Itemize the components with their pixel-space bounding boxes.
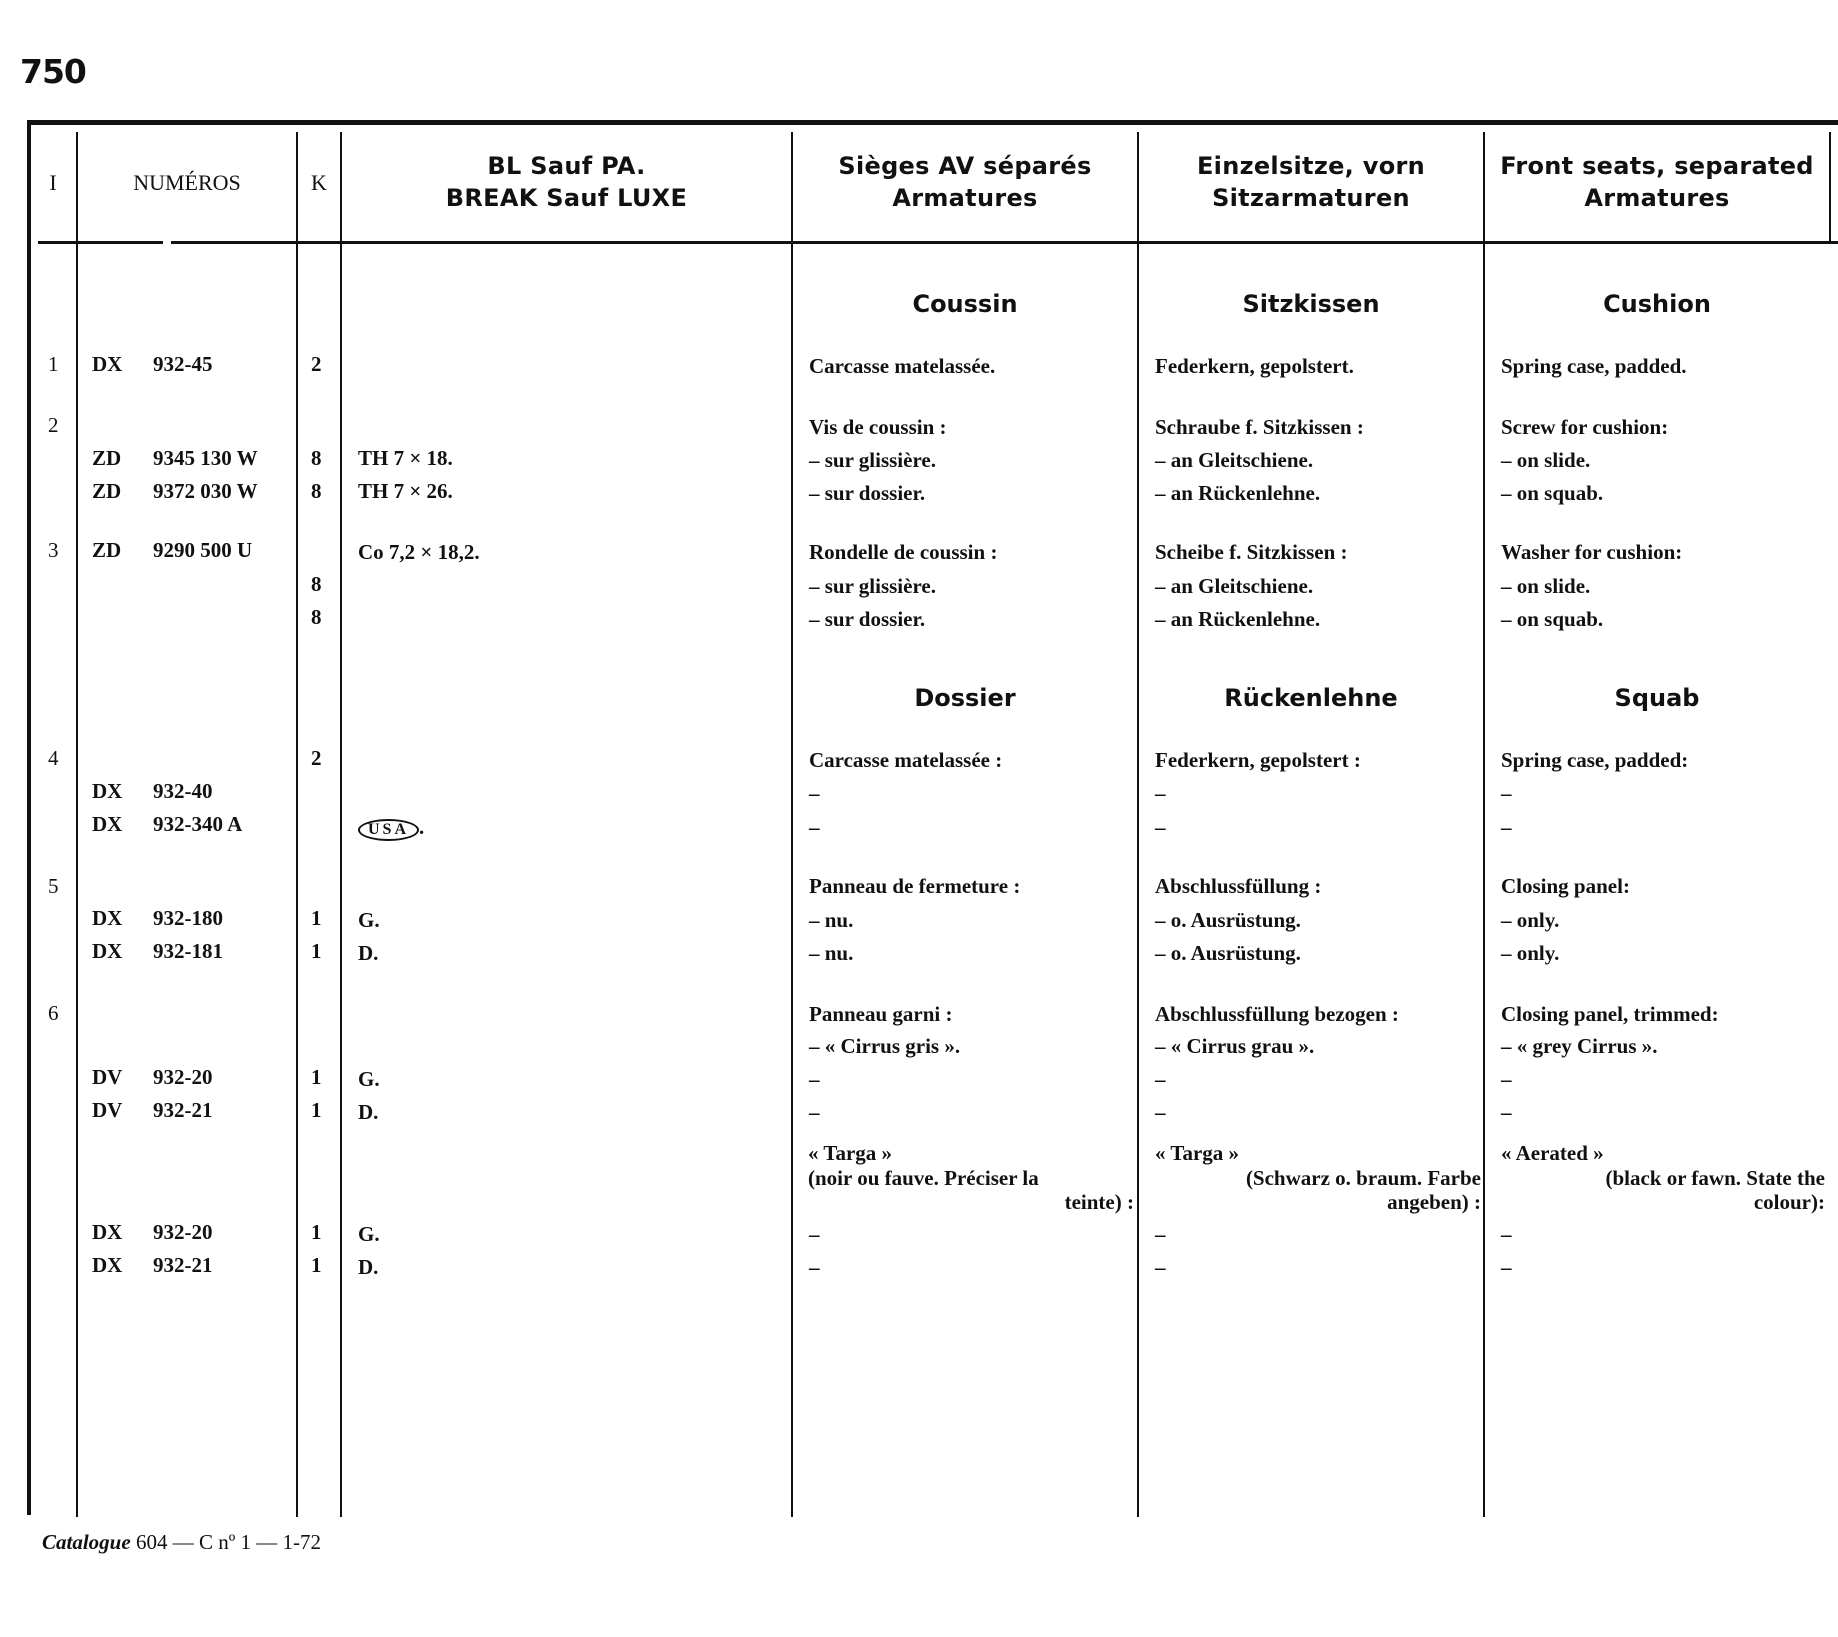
quantity: 8 [311, 572, 322, 596]
desc-fr: – [809, 1222, 820, 1246]
model-spec: TH 7 × 26. [358, 479, 453, 503]
desc-fr: – sur glissière. [809, 448, 936, 472]
desc-fr-line2: teinte) : [1064, 1190, 1134, 1214]
part-number: 932-20 [153, 1065, 213, 1089]
desc-de: – « Cirrus grau ». [1155, 1034, 1315, 1058]
desc-fr: – « Cirrus gris ». [809, 1034, 961, 1058]
column-divider [1829, 132, 1831, 242]
desc-en: Spring case, padded: [1501, 748, 1689, 772]
desc-en: – « grey Cirrus ». [1501, 1034, 1658, 1058]
part-number: 932-45 [153, 352, 213, 376]
desc-de-title: « Targa » [1155, 1141, 1240, 1165]
header-german-line1: Einzelsitze, vorn [1196, 152, 1426, 180]
model-spec: TH 7 × 18. [358, 446, 453, 470]
desc-de: – [1155, 1222, 1166, 1246]
desc-fr: Carcasse matelassée : [809, 748, 1003, 772]
desc-fr-title: « Targa » [808, 1141, 893, 1165]
desc-fr: Carcasse matelassée. [809, 354, 996, 378]
header-english-line2: Armatures [1584, 184, 1730, 212]
desc-en: – on slide. [1501, 574, 1591, 598]
column-divider [340, 132, 342, 1517]
column-divider [791, 132, 793, 1517]
column-divider [76, 132, 78, 1517]
desc-de: – [1155, 1067, 1166, 1091]
desc-en-line1: (black or fawn. State the [1605, 1166, 1825, 1190]
desc-en-line2: colour): [1753, 1190, 1825, 1214]
header-french-line2: Armatures [892, 184, 1038, 212]
column-divider [1137, 132, 1139, 1517]
model-spec: D. [358, 1255, 379, 1279]
quantity: 1 [311, 1220, 322, 1244]
quantity: 1 [311, 906, 322, 930]
header-k: K [311, 170, 327, 195]
desc-en: – [1501, 781, 1512, 805]
desc-de: – [1155, 815, 1166, 839]
model-spec [358, 815, 424, 841]
desc-de: – an Rückenlehne. [1155, 607, 1321, 631]
part-prefix: DX [92, 906, 123, 930]
model-spec: G. [358, 908, 380, 932]
model-spec: G. [358, 1222, 380, 1246]
part-number: 932-40 [153, 779, 213, 803]
desc-en: – [1501, 1100, 1512, 1124]
desc-de: – an Gleitschiene. [1155, 448, 1314, 472]
part-number: 9290 500 U [153, 538, 253, 562]
footer-catalogue [42, 1530, 321, 1555]
row-index: 4 [48, 746, 59, 770]
part-number: 932-340 A [153, 812, 243, 836]
desc-en: – only. [1501, 908, 1560, 932]
footer-catalogue-ref: 604 — C nº 1 — 1-72 [130, 1530, 321, 1554]
part-prefix: DX [92, 812, 123, 836]
model-spec: D. [358, 941, 379, 965]
desc-fr: Panneau de fermeture : [809, 874, 1021, 898]
desc-en: – only. [1501, 941, 1560, 965]
left-border [27, 120, 31, 1515]
desc-de: – [1155, 1100, 1166, 1124]
desc-fr: – [809, 781, 820, 805]
model-spec: G. [358, 1067, 380, 1091]
quantity: 8 [311, 605, 322, 629]
desc-en: – [1501, 815, 1512, 839]
part-number: 9345 130 W [153, 446, 258, 470]
desc-fr: – sur dossier. [809, 481, 926, 505]
quantity: 8 [311, 479, 322, 503]
desc-en-title: « Aerated » [1501, 1141, 1604, 1165]
quantity: 2 [311, 746, 322, 770]
header-model-line1: BL Sauf PA. [487, 152, 646, 180]
top-rule [28, 120, 1838, 125]
part-prefix: DX [92, 1220, 123, 1244]
header-english [1485, 150, 1829, 214]
desc-de: Scheibe f. Sitzkissen : [1155, 540, 1348, 564]
quantity: 1 [311, 939, 322, 963]
desc-fr: – [809, 1067, 820, 1091]
quantity: 8 [311, 446, 322, 470]
row-index: 6 [48, 1001, 59, 1025]
part-prefix: ZD [92, 446, 122, 470]
desc-de: – an Rückenlehne. [1155, 481, 1321, 505]
model-suffix: . [419, 815, 425, 839]
section-squab-en: Squab [1614, 684, 1700, 712]
section-squab-fr: Dossier [914, 684, 1016, 712]
part-prefix: DX [92, 352, 123, 376]
column-divider [296, 132, 298, 1517]
header-model [342, 150, 791, 214]
desc-en: – [1501, 1067, 1512, 1091]
part-number: 932-21 [153, 1098, 213, 1122]
desc-en: Screw for cushion: [1501, 415, 1669, 439]
header-english-line1: Front seats, separated [1500, 152, 1814, 180]
header-index: I [49, 170, 57, 195]
desc-fr: Vis de coussin : [809, 415, 947, 439]
desc-en: Washer for cushion: [1501, 540, 1683, 564]
desc-en: – on squab. [1501, 481, 1604, 505]
row-index: 2 [48, 413, 59, 437]
desc-de: Federkern, gepolstert. [1155, 354, 1354, 378]
footer-catalogue-word: Catalogue [42, 1530, 131, 1554]
quantity: 1 [311, 1253, 322, 1277]
part-number: 932-20 [153, 1220, 213, 1244]
section-cushion-en: Cushion [1603, 290, 1711, 318]
desc-fr: – nu. [809, 941, 854, 965]
desc-de: Federkern, gepolstert : [1155, 748, 1361, 772]
page-number: 750 [20, 52, 86, 91]
header-rule-gap [163, 240, 171, 246]
desc-en: – [1501, 1222, 1512, 1246]
part-number: 9372 030 W [153, 479, 258, 503]
desc-en: Closing panel, trimmed: [1501, 1002, 1719, 1026]
part-prefix: DV [92, 1065, 123, 1089]
desc-fr: – sur glissière. [809, 574, 936, 598]
part-number: 932-181 [153, 939, 223, 963]
quantity: 1 [311, 1065, 322, 1089]
section-squab-de: Rückenlehne [1224, 684, 1398, 712]
desc-fr: – [809, 815, 820, 839]
row-index: 1 [48, 352, 59, 376]
part-prefix: ZD [92, 479, 122, 503]
part-prefix: ZD [92, 538, 122, 562]
desc-fr: – nu. [809, 908, 854, 932]
part-prefix: DV [92, 1098, 123, 1122]
row-index: 3 [48, 538, 59, 562]
row-index: 5 [48, 874, 59, 898]
desc-de-line1: (Schwarz o. braum. Farbe [1245, 1166, 1481, 1190]
part-number: 932-180 [153, 906, 223, 930]
desc-en: Spring case, padded. [1501, 354, 1687, 378]
desc-fr: – [809, 1100, 820, 1124]
desc-de-line2: angeben) : [1387, 1190, 1481, 1214]
part-prefix: DX [92, 779, 123, 803]
header-model-line2: BREAK Sauf LUXE [445, 184, 688, 212]
desc-fr: Panneau garni : [809, 1002, 953, 1026]
quantity: 1 [311, 1098, 322, 1122]
desc-en: – on slide. [1501, 448, 1591, 472]
model-spec: Co 7,2 × 18,2. [358, 540, 480, 564]
desc-de: – o. Ausrüstung. [1155, 908, 1301, 932]
header-german-line2: Sitzarmaturen [1212, 184, 1410, 212]
desc-de: Schraube f. Sitzkissen : [1155, 415, 1364, 439]
desc-fr-line1: (noir ou fauve. Préciser la [808, 1166, 1039, 1190]
part-number: 932-21 [153, 1253, 213, 1277]
quantity: 2 [311, 352, 322, 376]
desc-de: Abschlussfüllung : [1155, 874, 1322, 898]
desc-de: – o. Ausrüstung. [1155, 941, 1301, 965]
header-german [1139, 150, 1483, 214]
desc-de: – [1155, 781, 1166, 805]
desc-en: – [1501, 1255, 1512, 1279]
section-cushion-fr: Coussin [912, 290, 1018, 318]
header-numeros: NUMÉROS [133, 170, 241, 195]
column-divider [1483, 132, 1485, 1517]
model-spec: D. [358, 1100, 379, 1124]
part-prefix: DX [92, 1253, 123, 1277]
desc-de: Abschlussfüllung bezogen : [1155, 1002, 1399, 1026]
header-rule [38, 241, 1838, 244]
desc-en: Closing panel: [1501, 874, 1630, 898]
section-cushion-de: Sitzkissen [1242, 290, 1380, 318]
usa-stamp: USA [358, 819, 419, 841]
desc-fr: Rondelle de coussin : [809, 540, 998, 564]
part-prefix: DX [92, 939, 123, 963]
header-french [793, 150, 1137, 214]
desc-en: – on squab. [1501, 607, 1604, 631]
desc-de: – [1155, 1255, 1166, 1279]
desc-fr: – sur dossier. [809, 607, 926, 631]
header-french-line1: Sièges AV séparés [838, 152, 1092, 180]
desc-de: – an Gleitschiene. [1155, 574, 1314, 598]
desc-fr: – [809, 1255, 820, 1279]
